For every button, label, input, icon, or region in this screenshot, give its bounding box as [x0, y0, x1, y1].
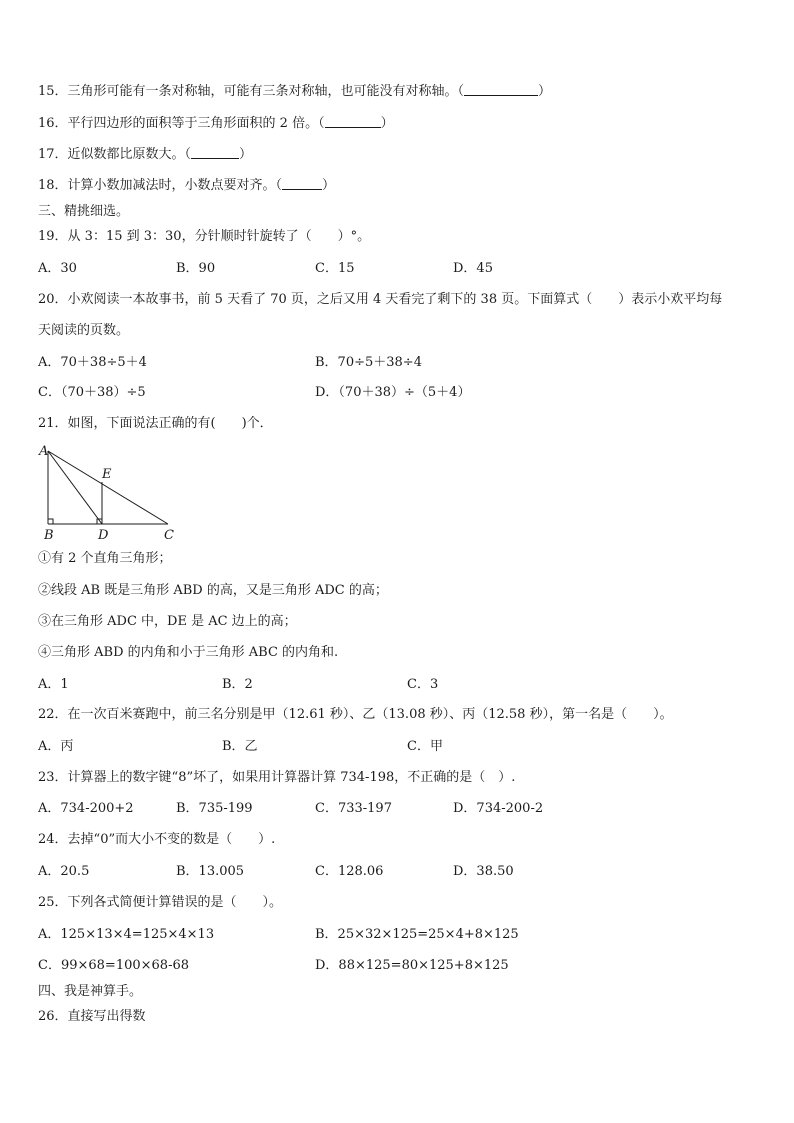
question-19: 19．从 3：15 到 3：30，分针顺时针旋转了（ ）°。 — [38, 229, 371, 244]
question-15-text: 15．三角形可能有一条对称轴，可能有三条对称轴，也可能没有对称轴。（ — [38, 84, 465, 99]
question-23: 23．计算器上的数字键“8”坏了，如果用计算器计算 734-198，不正确的是（ ）. — [38, 770, 516, 785]
option-d[interactable]: D．88×125=80×125+8×125 — [315, 958, 509, 973]
statement-3: ③在三角形 ADC 中，DE 是 AC 边上的高； — [38, 614, 297, 629]
option-a[interactable]: A．20.5 — [38, 864, 90, 879]
question-18: 18．计算小数加减法时，小数点要对齐。（ ） — [38, 178, 336, 193]
question-22: 22．在一次百米赛跑中，前三名分别是甲（12.61 秒）、乙（13.08 秒）、丙（12.58 秒），第一名是（ ）。 — [38, 707, 673, 722]
segment-ac — [48, 451, 168, 524]
option-b[interactable]: B．735-199 — [176, 801, 253, 816]
question-24: 24．去掉“0”而大小不变的数是（ ）. — [38, 832, 276, 847]
option-b[interactable]: B．25×32×125=25×4+8×125 — [315, 927, 519, 942]
question-20: 20．小欢阅读一本故事书，前 5 天看了 70 页，之后又用 4 天看完了剩下的 38 页。下面算式（ ）表示小欢平均每 — [38, 292, 723, 307]
option-c[interactable]: C．3 — [407, 677, 439, 692]
label-e: E — [102, 467, 112, 482]
triangle-figure — [36, 443, 186, 543]
question-16: 16．平行四边形的面积等于三角形面积的 2 倍。（ ） — [38, 116, 394, 131]
option-c[interactable]: C．15 — [315, 261, 355, 276]
option-c[interactable]: C．（70＋38）÷5 — [38, 385, 146, 400]
option-c[interactable]: C．甲 — [407, 739, 443, 754]
option-d[interactable]: D．45 — [453, 261, 493, 276]
segment-ad — [48, 451, 102, 524]
answer-blank[interactable] — [464, 83, 538, 96]
question-21: 21．如图，下面说法正确的有( )个． — [38, 416, 273, 431]
question-25: 25．下列各式简便计算错误的是（ ）。 — [38, 895, 283, 910]
option-b[interactable]: B．90 — [176, 261, 216, 276]
label-a: A — [39, 444, 49, 459]
option-b[interactable]: B．13.005 — [176, 864, 245, 879]
question-16-text: 16．平行四边形的面积等于三角形面积的 2 倍。（ — [38, 116, 325, 131]
question-17-text: 17．近似数都比原数大。（ — [38, 147, 192, 162]
option-d[interactable]: D．（70＋38）÷（5＋4） — [315, 385, 471, 400]
option-a[interactable]: A．30 — [38, 261, 77, 276]
label-d: D — [98, 528, 109, 543]
answer-blank[interactable] — [325, 115, 381, 128]
statement-2: ②线段 AB 既是三角形 ABD 的高，又是三角形 ADC 的高； — [38, 583, 388, 598]
question-15: 15．三角形可能有一条对称轴，可能有三条对称轴，也可能没有对称轴。（ ） — [38, 84, 552, 99]
answer-blank[interactable] — [282, 177, 322, 190]
option-c[interactable]: C．99×68=100×68-68 — [38, 958, 189, 973]
statement-4: ④三角形 ABD 的内角和小于三角形 ABC 的内角和. — [38, 645, 339, 660]
section-heading-4: 四、我是神算手。 — [38, 984, 143, 999]
option-a[interactable]: A．1 — [38, 677, 69, 692]
label-b: B — [44, 528, 54, 543]
option-c[interactable]: C．733-197 — [315, 801, 392, 816]
option-d[interactable]: D．734-200-2 — [453, 801, 544, 816]
option-b[interactable]: B．2 — [222, 677, 253, 692]
question-17: 17．近似数都比原数大。（ ） — [38, 147, 253, 162]
question-20-cont: 天阅读的页数。 — [38, 323, 130, 338]
option-a[interactable]: A．125×13×4=125×4×13 — [38, 927, 215, 942]
option-a[interactable]: A．丙 — [38, 739, 74, 754]
question-18-text: 18．计算小数加减法时，小数点要对齐。（ — [38, 178, 283, 193]
option-d[interactable]: D．38.50 — [453, 864, 514, 879]
question-26: 26．直接写出得数 — [38, 1009, 146, 1024]
statement-1: ①有 2 个直角三角形； — [38, 551, 172, 566]
option-a[interactable]: A．734-200+2 — [38, 801, 134, 816]
label-c: C — [164, 528, 174, 543]
option-b[interactable]: B．70÷5＋38÷4 — [315, 355, 422, 370]
option-b[interactable]: B．乙 — [222, 739, 258, 754]
option-c[interactable]: C．128.06 — [315, 864, 384, 879]
option-a[interactable]: A．70＋38÷5＋4 — [38, 355, 147, 370]
section-heading-3: 三、精挑细选。 — [38, 204, 130, 219]
right-angle-b — [48, 519, 53, 524]
answer-blank[interactable] — [191, 146, 239, 159]
